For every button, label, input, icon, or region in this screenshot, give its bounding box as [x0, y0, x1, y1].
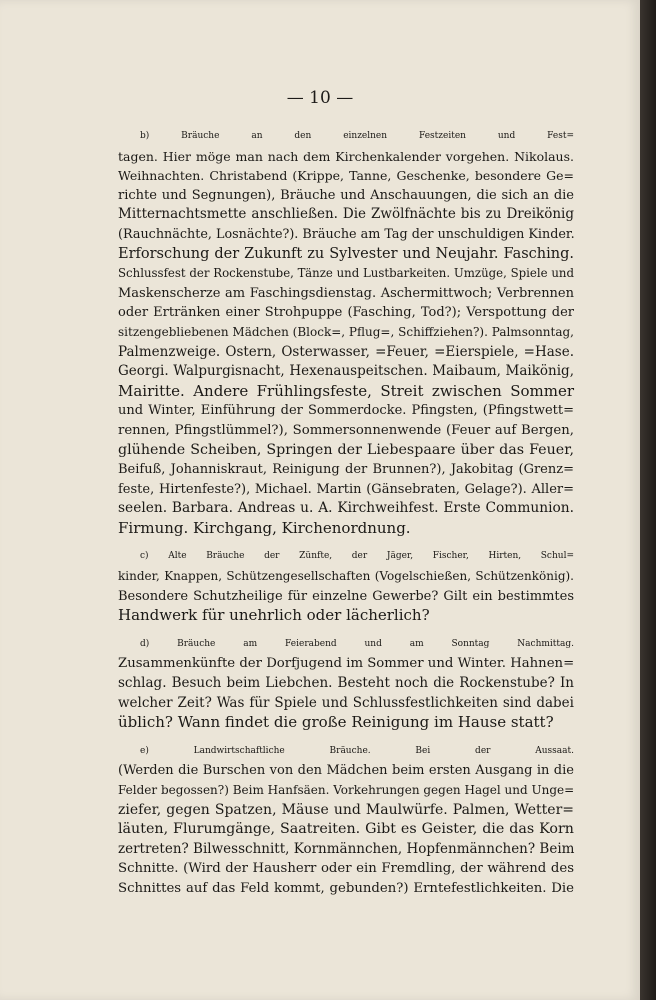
- text-line: schlag. Besuch beim Liebchen. Besteht noch die Rockenstube? In: [118, 675, 574, 692]
- text-line: (Rauchnächte, Losnächte?). Bräuche am Tag der unschuldigen Kinder.: [118, 226, 575, 242]
- text-line: (Werden die Burschen von den Mädchen beim ersten Ausgang in die: [118, 763, 574, 779]
- text-line: Zusammenkünfte der Dorfjugend im Sommer und Winter. Hahnen=: [118, 656, 575, 672]
- text-line: richte und Segnungen), Bräuche und Anschauungen, die sich an die: [118, 187, 574, 203]
- text-line: Maskenscherze am Faschingsdienstag. Aschermittwoch; Verbrennen: [118, 285, 574, 301]
- text-line: und Winter, Einführung der Sommerdocke. Pfingsten, (Pfingstwett=: [118, 403, 574, 419]
- paragraph-b: [118, 127, 574, 538]
- text-line: Mitternachtsmette anschließen. Die Zwölfnächte bis zu Dreikönig: [118, 206, 574, 223]
- text-line: Palmenzweige. Ostern, Osterwasser, =Feuer, =Eierspiele, =Hase.: [118, 343, 574, 360]
- text-line: läuten, Flurumgänge, Saatreiten. Gibt es Geister, die das Korn: [118, 821, 574, 838]
- text-line: ziefer, gegen Spatzen, Mäuse und Maulwürfe. Palmen, Wetter=: [118, 801, 574, 818]
- paragraph-d: [118, 635, 574, 733]
- paragraph-c: [118, 547, 574, 625]
- text-line: oder Ertränken einer Strohpuppe (Fasching, Tod?); Verspottung der: [118, 305, 574, 321]
- text-line: Schlussfest der Rockenstube, Tänze und Lustbarkeiten. Umzüge, Spiele und: [118, 266, 574, 281]
- text-line: rennen, Pfingstlümmel?), Sommersonnenwende (Feuer auf Bergen,: [118, 422, 574, 438]
- paragraph-e: [118, 742, 574, 899]
- text-line: seelen. Barbara. Andreas u. A. Kirchweihfest. Erste Communion.: [118, 500, 574, 517]
- text-line: Firmung. Kirchgang, Kirchenordnung.: [118, 518, 411, 537]
- body-text: [118, 127, 574, 908]
- text-line: Mairitte. Andere Frühlingsfeste, Streit zwischen Sommer: [118, 381, 574, 400]
- text-line: feste, Hirtenfeste?), Michael. Martin (Gänsebraten, Gelage?). Aller=: [118, 481, 574, 497]
- text-line: Schnittes auf das Feld kommt, gebunden?) Erntefestlichkeiten. Die: [118, 880, 574, 896]
- text-line: üblich? Wann findet die große Reinigung im Hause statt?: [118, 713, 554, 732]
- text-line: sitzengebliebenen Mädchen (Block=, Pflug=, Schiffziehen?). Palmsonntag,: [118, 324, 574, 339]
- text-line: e) Landwirtschaftliche Bräuche. Bei der Aussaat.: [140, 745, 574, 756]
- text-line: welcher Zeit? Was für Spiele und Schlussfestlichkeiten sind dabei: [118, 694, 574, 711]
- text-line: Georgi. Walpurgisnacht, Hexenauspeitschen. Maibaum, Maikönig,: [118, 363, 574, 380]
- text-line: glühende Scheiben, Springen der Liebespaare über das Feuer,: [118, 441, 574, 458]
- text-line: Schnitte. (Wird der Hausherr oder ein Fremdling, der während des: [118, 861, 574, 877]
- text-line: Handwerk für unehrlich oder lächerlich?: [118, 606, 430, 625]
- text-line: b) Bräuche an den einzelnen Festzeiten und Fest=: [140, 131, 574, 141]
- text-line: Beifuß, Johanniskraut, Reinigung der Brunnen?), Jakobitag (Grenz=: [118, 462, 574, 478]
- text-line: Besondere Schutzheilige für einzelne Gewerbe? Gilt ein bestimmtes: [118, 588, 574, 604]
- text-line: kinder, Knappen, Schützengesellschaften (Vogelschießen, Schützenkönig).: [118, 569, 574, 584]
- book-spine-edge: [640, 0, 656, 1000]
- text-line: tagen. Hier möge man nach dem Kirchenkalender vorgehen. Nikolaus.: [118, 148, 574, 164]
- text-line: d) Bräuche am Feierabend und am Sonntag Nachmittag.: [140, 638, 574, 649]
- text-line: Felder begossen?) Beim Hanfsäen. Vorkehrungen gegen Hagel und Unge=: [118, 783, 575, 797]
- page-number: — 10 —: [286, 88, 354, 108]
- text-line: zertreten? Bilwesschnitt, Kornmännchen, Hopfenmännchen? Beim: [118, 840, 575, 857]
- text-line: Erforschung der Zukunft zu Sylvester und Neujahr. Fasching.: [118, 245, 574, 262]
- text-line: c) Alte Bräuche der Zünfte, der Jäger, Fischer, Hirten, Schul=: [140, 551, 574, 562]
- text-line: Weihnachten. Christabend (Krippe, Tanne, Geschenke, besondere Ge=: [118, 168, 574, 184]
